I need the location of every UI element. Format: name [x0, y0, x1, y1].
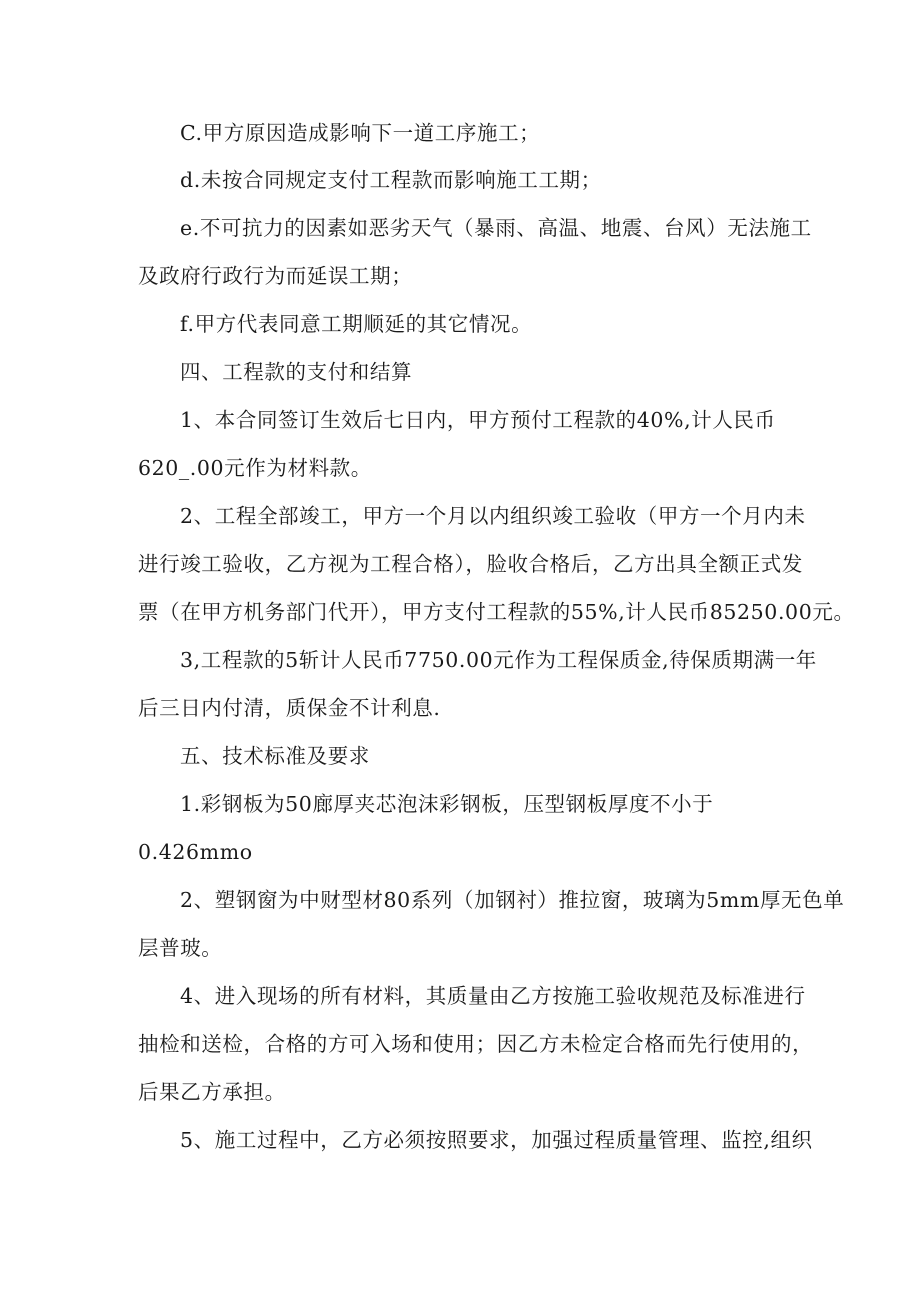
- tech-item-1-cont: 0.426mmo: [138, 840, 253, 864]
- tech-item-4: 4、进入现场的所有材料，其质量由乙方按施工验收规范及标准进行: [180, 984, 806, 1008]
- tech-item-5: 5、施工过程中，乙方必须按照要求，加强过程质量管理、监控,组织: [180, 1128, 813, 1152]
- payment-item-2-cont: 进行竣工验收，乙方视为工程合格），脸收合格后，乙方出具全额正式发: [138, 552, 803, 576]
- clause-d: d.未按合同规定支付工程款而影响施工工期；: [180, 168, 602, 192]
- payment-item-2: 2、工程全部竣工，甲方一个月以内组织竣工验收（甲方一个月内未: [180, 504, 806, 528]
- payment-item-1: 1、本合同签订生效后七日内，甲方预付工程款的40%,计人民币: [180, 408, 776, 432]
- tech-item-4-cont: 抽检和送检，合格的方可入场和使用；因乙方未检定合格而先行使用的，: [138, 1032, 814, 1056]
- tech-item-4-cont: 后果乙方承担。: [138, 1080, 286, 1104]
- payment-item-1-cont: 620_.00元作为材料款。: [138, 456, 372, 480]
- clause-f: f.甲方代表同意工期顺延的其它情况。: [180, 312, 533, 336]
- tech-item-2: 2、塑钢窗为中财型材80系列（加钢衬）推拉窗，玻璃为5mm厚无色单: [180, 888, 845, 912]
- section-heading-four: 四、工程款的支付和结算: [180, 360, 413, 384]
- payment-item-3: 3,工程款的5斩计人民币7750.00元作为工程保质金,待保质期满一年: [180, 648, 817, 672]
- clause-c: C.甲方原因造成影响下一道工序施工；: [180, 121, 541, 145]
- payment-item-2-cont: 票（在甲方机务部门代开），甲方支付工程款的55%,计人民币85250.00元。: [138, 600, 855, 624]
- clause-e: e.不可抗力的因素如恶劣天气（暴雨、高温、地震、台风）无法施工: [180, 216, 812, 240]
- tech-item-2-cont: 层普玻。: [138, 936, 223, 960]
- section-heading-five: 五、技术标准及要求: [180, 744, 370, 768]
- clause-e-cont: 及政府行政行为而延误工期；: [138, 264, 413, 288]
- tech-item-1: 1.彩钢板为50廊厚夹芯泡沫彩钢板，压型钢板厚度不小于: [180, 792, 714, 816]
- payment-item-3-cont: 后三日内付清，质保金不计利息.: [138, 696, 441, 720]
